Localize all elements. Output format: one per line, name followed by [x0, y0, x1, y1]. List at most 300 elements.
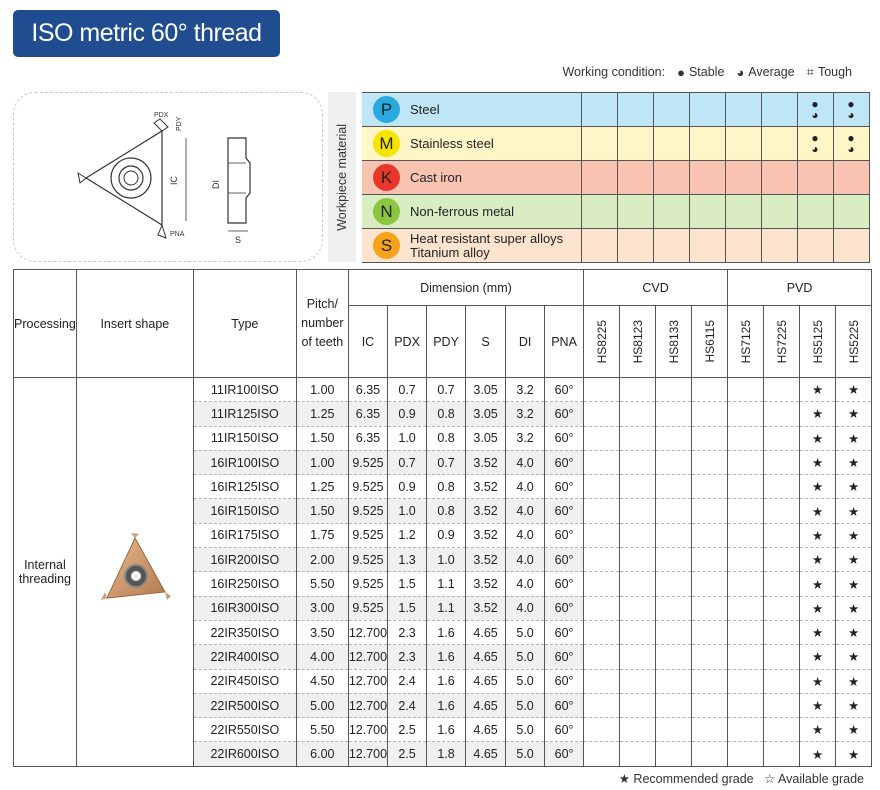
stable-icon: ●: [677, 64, 685, 80]
grade-legend: [619, 771, 864, 786]
s-cell: 4.65: [466, 645, 506, 669]
ic-dim-label: IC: [169, 176, 179, 185]
recommended-grade-label: ★ Recommended grade: [618, 772, 754, 786]
grade-cell: [764, 523, 800, 547]
ic-cell: 12.700: [348, 718, 387, 742]
grade-cell: [692, 596, 728, 620]
type-cell: 16IR300ISO: [193, 596, 296, 620]
pna-cell: 60°: [545, 669, 584, 693]
page-title: ISO metric 60° thread: [13, 10, 280, 57]
grade-header-hs5125: HS5125: [810, 319, 825, 364]
grade-cell: [620, 523, 656, 547]
grade-cell: [692, 450, 728, 474]
pna-cell: 60°: [545, 645, 584, 669]
di-cell: 5.0: [506, 718, 545, 742]
processing-cell: Internal threading: [14, 378, 77, 767]
material-code-badge: N: [373, 198, 400, 225]
pna-cell: 60°: [545, 450, 584, 474]
processing-header: Processing: [14, 270, 77, 378]
grade-cell: [656, 426, 692, 450]
type-cell: 16IR125ISO: [193, 475, 296, 499]
material-grade-cell-hs5225: ● ◕: [833, 127, 869, 161]
material-grade-cell-hs5125: ● ◕: [797, 127, 833, 161]
material-code-badge: M: [373, 130, 400, 157]
grade-cell: [584, 572, 620, 596]
grade-cell: [620, 572, 656, 596]
grade-cell-hs5125: ★: [800, 596, 836, 620]
grade-cell: [764, 669, 800, 693]
grade-cell: [692, 402, 728, 426]
thread-tip-left: [78, 173, 86, 183]
pdy-cell: 0.8: [427, 426, 466, 450]
pna-cell: 60°: [545, 572, 584, 596]
pdx-dim-label: PDX: [154, 112, 169, 119]
material-grade-cell: [689, 195, 725, 229]
ic-cell: 6.35: [348, 402, 387, 426]
pitch-cell: 1.75: [296, 523, 348, 547]
grade-cell: [656, 523, 692, 547]
material-name: Steel: [410, 102, 440, 117]
grade-cell: [764, 742, 800, 766]
pdy-cell: 1.6: [427, 718, 466, 742]
grade-cell: [728, 669, 764, 693]
pdx-cell: 1.0: [388, 426, 427, 450]
ic-cell: 9.525: [348, 475, 387, 499]
pdy-cell: 0.9: [427, 523, 466, 547]
type-cell: 22IR400ISO: [193, 645, 296, 669]
pna-cell: 60°: [545, 620, 584, 644]
material-grade-cell: [653, 195, 689, 229]
ic-cell: 9.525: [348, 523, 387, 547]
type-cell: 11IR125ISO: [193, 402, 296, 426]
pdy-cell: 1.1: [427, 596, 466, 620]
grade-cell-hs5125: ★: [800, 645, 836, 669]
s-cell: 3.52: [466, 523, 506, 547]
di-cell: 5.0: [506, 669, 545, 693]
grade-cell-hs5125: ★: [800, 378, 836, 402]
s-cell: 4.65: [466, 693, 506, 717]
material-grade-cell-hs5125: [797, 195, 833, 229]
grade-cell: [764, 475, 800, 499]
ic-cell: 12.700: [348, 669, 387, 693]
grade-cell: [656, 620, 692, 644]
material-grade-cell: [761, 229, 797, 263]
grade-cell-hs5125: ★: [800, 742, 836, 766]
type-cell: 16IR100ISO: [193, 450, 296, 474]
workpiece-material-label: Workpiece material: [328, 92, 356, 262]
pna-col-header: PNA: [545, 306, 584, 378]
grade-cell: [584, 426, 620, 450]
pitch-cell: 5.00: [296, 693, 348, 717]
material-grade-cell: [617, 127, 653, 161]
pna-cell: 60°: [545, 475, 584, 499]
grade-cell: [620, 402, 656, 426]
material-grade-cell: [725, 127, 761, 161]
pna-cell: 60°: [545, 402, 584, 426]
table-row: [14, 378, 872, 402]
material-name: Cast iron: [410, 170, 463, 185]
material-grade-cell: [689, 229, 725, 263]
grade-cell: [692, 669, 728, 693]
type-header: Type: [193, 270, 296, 378]
grade-cell: [728, 378, 764, 402]
pdx-cell: 0.7: [388, 450, 427, 474]
stable-label: Stable: [688, 65, 725, 79]
material-grade-cell-hs5225: [833, 161, 869, 195]
pitch-cell: 1.25: [296, 402, 348, 426]
grade-cell-hs5225: ★: [836, 548, 872, 572]
grade-cell: [728, 499, 764, 523]
grade-cell: [728, 718, 764, 742]
pdx-cell: 0.7: [388, 378, 427, 402]
grade-cell: [692, 426, 728, 450]
pdy-col-header: PDY: [427, 306, 466, 378]
pitch-cell: 3.50: [296, 620, 348, 644]
grade-cell: [620, 450, 656, 474]
grade-cell: [728, 548, 764, 572]
grade-cell: [728, 523, 764, 547]
material-code-badge: P: [373, 96, 400, 123]
grade-cell: [656, 572, 692, 596]
thread-tip-top: [154, 119, 168, 131]
di-cell: 3.2: [506, 402, 545, 426]
grade-cell: [656, 645, 692, 669]
grade-cell-hs5225: ★: [836, 523, 872, 547]
type-cell: 22IR550ISO: [193, 718, 296, 742]
pna-cell: 60°: [545, 742, 584, 766]
s-cell: 4.65: [466, 742, 506, 766]
pna-dim-label: PNA: [170, 231, 185, 238]
material-name: Non-ferrous metal: [410, 204, 515, 219]
grade-cell: [656, 548, 692, 572]
grade-cell: [728, 402, 764, 426]
grade-cell: [620, 620, 656, 644]
material-grade-cell: [581, 93, 617, 127]
insert-side-view: [228, 138, 250, 223]
pna-cell: 60°: [545, 596, 584, 620]
pdy-cell: 0.7: [427, 450, 466, 474]
s-cell: 3.52: [466, 548, 506, 572]
grade-cell: [584, 693, 620, 717]
pitch-cell: 1.50: [296, 499, 348, 523]
grade-cell: [620, 693, 656, 717]
material-code-badge: K: [373, 164, 400, 191]
grade-cell: [692, 572, 728, 596]
pdy-cell: 1.6: [427, 645, 466, 669]
dimension-header: Dimension (mm): [348, 270, 583, 306]
grade-cell-hs5225: ★: [836, 572, 872, 596]
pdx-cell: 2.4: [388, 693, 427, 717]
grade-cell: [656, 669, 692, 693]
pdy-cell: 0.8: [427, 402, 466, 426]
pna-cell: 60°: [545, 693, 584, 717]
material-grade-cell-hs5125: ● ◕: [797, 93, 833, 127]
s-cell: 3.05: [466, 378, 506, 402]
material-grade-cell: [761, 195, 797, 229]
pitch-cell: 3.00: [296, 596, 348, 620]
di-cell: 5.0: [506, 645, 545, 669]
pdy-cell: 0.7: [427, 378, 466, 402]
grade-header-hs8133: HS8133: [666, 319, 681, 364]
grade-header-hs7125: HS7125: [738, 319, 753, 364]
material-row: [362, 161, 869, 195]
material-grade-cell: [617, 161, 653, 195]
pdx-cell: 1.5: [388, 596, 427, 620]
insert-hole-inner: [119, 166, 143, 190]
pdy-cell: 0.8: [427, 499, 466, 523]
grade-header-hs7225: HS7225: [774, 319, 789, 364]
grade-cell-hs5125: ★: [800, 693, 836, 717]
grade-cell: [620, 426, 656, 450]
grade-cell: [692, 548, 728, 572]
grade-cell: [620, 669, 656, 693]
insert-hole-outer: [111, 158, 151, 198]
type-cell: 16IR175ISO: [193, 523, 296, 547]
grade-header-hs8123: HS8123: [630, 319, 645, 364]
s-cell: 4.65: [466, 718, 506, 742]
pdx-cell: 2.5: [388, 742, 427, 766]
grade-cell-hs5225: ★: [836, 596, 872, 620]
material-name-line2: Titanium alloy: [410, 244, 490, 260]
grade-cell: [764, 718, 800, 742]
ic-cell: 12.700: [348, 620, 387, 644]
grade-cell: [620, 742, 656, 766]
grade-cell: [728, 693, 764, 717]
material-grade-cell: [581, 161, 617, 195]
grade-cell: [620, 475, 656, 499]
s-col-header: S: [466, 306, 506, 378]
grade-cell: [584, 596, 620, 620]
grade-cell: [584, 402, 620, 426]
type-cell: 11IR150ISO: [193, 426, 296, 450]
grade-cell: [728, 645, 764, 669]
grade-cell-hs5225: ★: [836, 426, 872, 450]
di-cell: 5.0: [506, 742, 545, 766]
grade-cell-hs5125: ★: [800, 523, 836, 547]
type-cell: 11IR100ISO: [193, 378, 296, 402]
grade-cell: [620, 596, 656, 620]
pdy-cell: 1.1: [427, 572, 466, 596]
material-grade-cell: [725, 93, 761, 127]
di-cell: 4.0: [506, 499, 545, 523]
pdx-cell: 2.5: [388, 718, 427, 742]
insert-shape-header: Insert shape: [76, 270, 193, 378]
di-cell: 4.0: [506, 596, 545, 620]
ic-cell: 12.700: [348, 742, 387, 766]
material-row: [362, 229, 869, 263]
ic-col-header: IC: [348, 306, 387, 378]
pdy-cell: 1.8: [427, 742, 466, 766]
grade-cell: [764, 426, 800, 450]
pdy-cell: 0.8: [427, 475, 466, 499]
material-row: [362, 127, 869, 161]
grade-cell: [656, 378, 692, 402]
grade-cell: [584, 450, 620, 474]
pitch-cell: 1.00: [296, 450, 348, 474]
grade-cell: [764, 499, 800, 523]
s-dim-label: S: [235, 235, 242, 245]
material-grade-cell: [617, 93, 653, 127]
grade-cell: [728, 620, 764, 644]
insert-dimension-drawing: [13, 92, 323, 262]
pdx-cell: 0.9: [388, 475, 427, 499]
pvd-header: PVD: [728, 270, 872, 306]
grade-cell: [584, 669, 620, 693]
grade-cell: [656, 499, 692, 523]
grade-cell-hs5125: ★: [800, 718, 836, 742]
grade-cell: [584, 718, 620, 742]
grade-cell-hs5125: ★: [800, 548, 836, 572]
pitch-cell: 2.00: [296, 548, 348, 572]
working-condition-legend: [562, 64, 852, 80]
grade-cell: [584, 475, 620, 499]
grade-cell-hs5225: ★: [836, 718, 872, 742]
material-grade-cell-hs5125: [797, 161, 833, 195]
material-grade-cell: [617, 195, 653, 229]
material-grade-cell-hs5225: ● ◕: [833, 93, 869, 127]
grade-cell: [584, 620, 620, 644]
grade-cell-hs5225: ★: [836, 499, 872, 523]
type-cell: 16IR250ISO: [193, 572, 296, 596]
grade-cell-hs5225: ★: [836, 620, 872, 644]
grade-cell: [692, 620, 728, 644]
grade-cell: [620, 548, 656, 572]
pitch-cell: 6.00: [296, 742, 348, 766]
material-name: Stainless steel: [410, 136, 494, 151]
material-grade-cell: [617, 229, 653, 263]
material-grade-cell: [689, 93, 725, 127]
pitch-cell: 4.50: [296, 669, 348, 693]
type-cell: 22IR500ISO: [193, 693, 296, 717]
pdx-cell: 1.5: [388, 572, 427, 596]
pdx-cell: 0.9: [388, 402, 427, 426]
grade-cell-hs5225: ★: [836, 693, 872, 717]
grade-cell-hs5125: ★: [800, 475, 836, 499]
material-grade-cell: [725, 161, 761, 195]
material-grade-cell: [653, 93, 689, 127]
grade-cell: [584, 378, 620, 402]
grade-header-hs6115: HS6115: [702, 320, 717, 363]
grade-cell: [692, 645, 728, 669]
grade-cell-hs5125: ★: [800, 402, 836, 426]
di-cell: 4.0: [506, 450, 545, 474]
insert-photo: [95, 530, 175, 610]
pna-cell: 60°: [545, 426, 584, 450]
pdx-cell: 1.3: [388, 548, 427, 572]
average-label: Average: [748, 65, 795, 79]
ic-cell: 6.35: [348, 378, 387, 402]
pdx-col-header: PDX: [388, 306, 427, 378]
grade-cell: [764, 378, 800, 402]
pdy-cell: 1.6: [427, 669, 466, 693]
grade-cell: [692, 693, 728, 717]
pdy-dim-label: PDY: [176, 116, 183, 131]
cvd-header: CVD: [584, 270, 728, 306]
material-grade-cell: [689, 161, 725, 195]
s-cell: 3.05: [466, 402, 506, 426]
pdx-cell: 1.2: [388, 523, 427, 547]
grade-header-hs5225: HS5225: [846, 319, 861, 364]
grade-cell: [584, 742, 620, 766]
pdy-cell: 1.6: [427, 620, 466, 644]
ic-cell: 9.525: [348, 548, 387, 572]
pitch-cell: 4.00: [296, 645, 348, 669]
type-cell: 22IR450ISO: [193, 669, 296, 693]
grade-cell-hs5225: ★: [836, 402, 872, 426]
insert-hole-core: [124, 171, 138, 185]
material-grade-cell: [653, 229, 689, 263]
available-grade-label: ☆ Available grade: [764, 772, 864, 786]
pna-cell: 60°: [545, 499, 584, 523]
s-cell: 3.52: [466, 596, 506, 620]
pitch-cell: 1.50: [296, 426, 348, 450]
grade-cell: [764, 548, 800, 572]
s-cell: 3.52: [466, 572, 506, 596]
grade-cell-hs5125: ★: [800, 499, 836, 523]
material-grade-cell: [761, 93, 797, 127]
grade-header-hs8225: HS8225: [594, 319, 609, 364]
material-grade-cell: [725, 229, 761, 263]
grade-cell: [656, 742, 692, 766]
grade-cell: [584, 645, 620, 669]
grade-cell-hs5225: ★: [836, 450, 872, 474]
grade-cell: [620, 378, 656, 402]
di-cell: 5.0: [506, 620, 545, 644]
grade-cell: [728, 572, 764, 596]
pitch-cell: 5.50: [296, 718, 348, 742]
pdx-cell: 2.4: [388, 669, 427, 693]
material-grade-cell: [761, 127, 797, 161]
di-col-header: DI: [506, 306, 545, 378]
material-row: [362, 195, 869, 229]
grade-cell: [656, 402, 692, 426]
grade-cell: [764, 596, 800, 620]
grade-cell: [656, 718, 692, 742]
grade-cell: [692, 378, 728, 402]
product-table: [13, 269, 872, 767]
insert-drawing-svg: [14, 93, 324, 263]
pdx-cell: 1.0: [388, 499, 427, 523]
working-condition-label: Working condition:: [562, 65, 666, 79]
di-cell: 4.0: [506, 523, 545, 547]
grade-cell: [656, 596, 692, 620]
pdy-cell: 1.0: [427, 548, 466, 572]
pdx-cell: 2.3: [388, 620, 427, 644]
grade-cell-hs5125: ★: [800, 620, 836, 644]
grade-cell: [728, 475, 764, 499]
grade-cell: [764, 693, 800, 717]
pitch-cell: 5.50: [296, 572, 348, 596]
ic-cell: 9.525: [348, 596, 387, 620]
ic-cell: 12.700: [348, 645, 387, 669]
grade-cell: [692, 742, 728, 766]
material-grade-cell-hs5125: [797, 229, 833, 263]
material-name-line1: Heat resistant super alloys: [410, 230, 564, 246]
di-cell: 4.0: [506, 475, 545, 499]
grade-cell-hs5125: ★: [800, 450, 836, 474]
s-cell: 3.52: [466, 450, 506, 474]
s-cell: 4.65: [466, 620, 506, 644]
di-cell: 4.0: [506, 548, 545, 572]
grade-cell: [728, 450, 764, 474]
grade-cell: [692, 499, 728, 523]
pna-cell: 60°: [545, 548, 584, 572]
s-cell: 4.65: [466, 669, 506, 693]
material-grade-cell: [581, 229, 617, 263]
material-grade-cell-hs5225: [833, 195, 869, 229]
type-cell: 16IR150ISO: [193, 499, 296, 523]
material-grade-cell: [653, 127, 689, 161]
